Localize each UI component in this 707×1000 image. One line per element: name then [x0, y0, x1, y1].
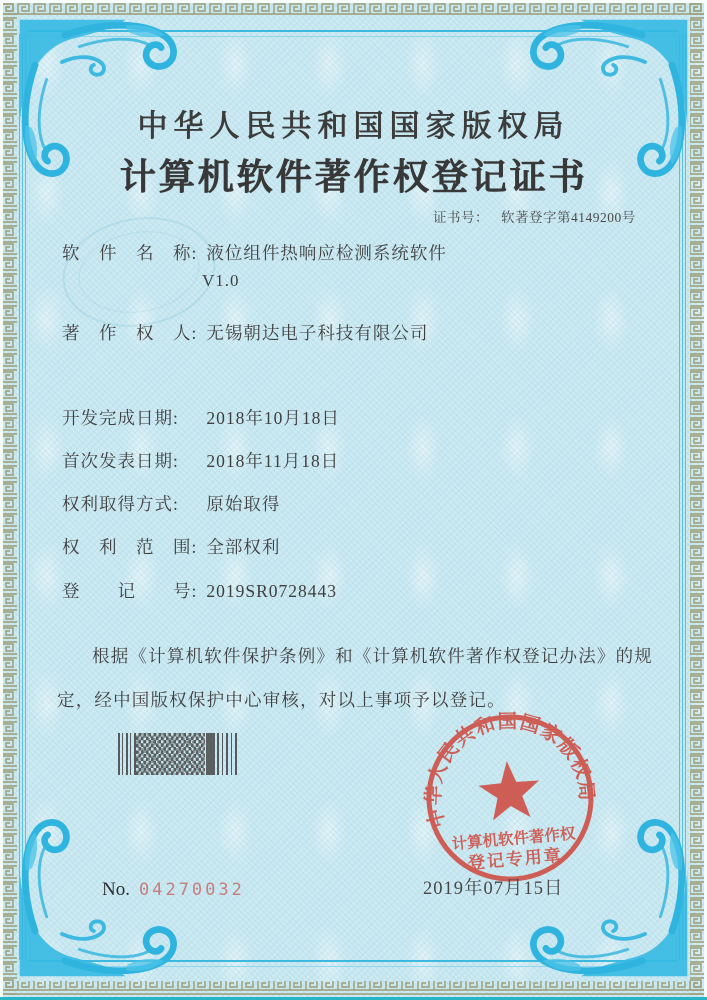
- field-value: 2019SR0728443: [206, 581, 338, 601]
- registration-statement: 根据《计算机软件保护条例》和《计算机软件著作权登记办法》的规定，经中国版权保护中心审核，对以上事项予以登记。: [57, 646, 653, 710]
- issuing-authority: 中华人民共和国国家版权局: [137, 110, 570, 143]
- software-version: V1.0: [202, 271, 240, 290]
- registration-barcode: [118, 733, 237, 775]
- field-rights-scope: [62, 534, 280, 559]
- field-value: 无锡朝达电子科技有限公司: [206, 323, 429, 343]
- field-value: 液位组件热响应检测系统软件: [206, 243, 447, 263]
- field-value: 全部权利: [206, 537, 281, 557]
- field-label: 软 件 名 称:: [62, 243, 198, 263]
- seal-text-line2: 登记专用章: [467, 845, 564, 873]
- seal-text-line1: 计算机软件著作权: [451, 825, 577, 854]
- seal-date: 2019年07月15日: [423, 879, 564, 899]
- serial-number: 04270032: [138, 880, 245, 900]
- field-dev-complete-date: [62, 405, 340, 430]
- field-label: 登 记 号:: [62, 581, 198, 601]
- field-label: 权 利 范 围:: [62, 537, 198, 557]
- field-value: 2018年11月18日: [206, 451, 340, 471]
- field-label: 权利取得方式:: [62, 494, 179, 514]
- field-software-name: [62, 240, 447, 265]
- barcode-left-guard: [118, 733, 136, 775]
- seal-ring-text: 中华人民共和国国家版权局: [423, 711, 597, 831]
- certificate-number-line: [433, 206, 636, 226]
- serial-number-line: [102, 879, 245, 901]
- seal-star-icon: [476, 758, 542, 821]
- certificate-number-value: 软著登字第4149200号: [501, 210, 636, 225]
- embossed-seal-watermark: [54, 205, 224, 338]
- field-label: 著 作 权 人:: [62, 323, 198, 343]
- certificate-number-label: 证书号：: [433, 210, 489, 225]
- barcode-right-guard: [217, 733, 237, 775]
- field-rights-acquisition: [62, 491, 280, 516]
- field-value: 2018年10月18日: [206, 408, 340, 428]
- barcode-data-region: [136, 733, 205, 775]
- field-label: 开发完成日期:: [62, 408, 179, 428]
- field-first-publish-date: [62, 448, 339, 473]
- field-value: 原始取得: [206, 494, 281, 514]
- field-label: 首次发表日期:: [62, 451, 179, 471]
- field-registration-number: [62, 578, 337, 603]
- official-red-seal: [407, 695, 613, 901]
- field-copyright-owner: [62, 320, 428, 345]
- barcode-stop-bar: [206, 733, 215, 775]
- certificate-title: 计算机软件著作权登记证书: [119, 157, 588, 197]
- serial-prefix: No.: [102, 879, 130, 900]
